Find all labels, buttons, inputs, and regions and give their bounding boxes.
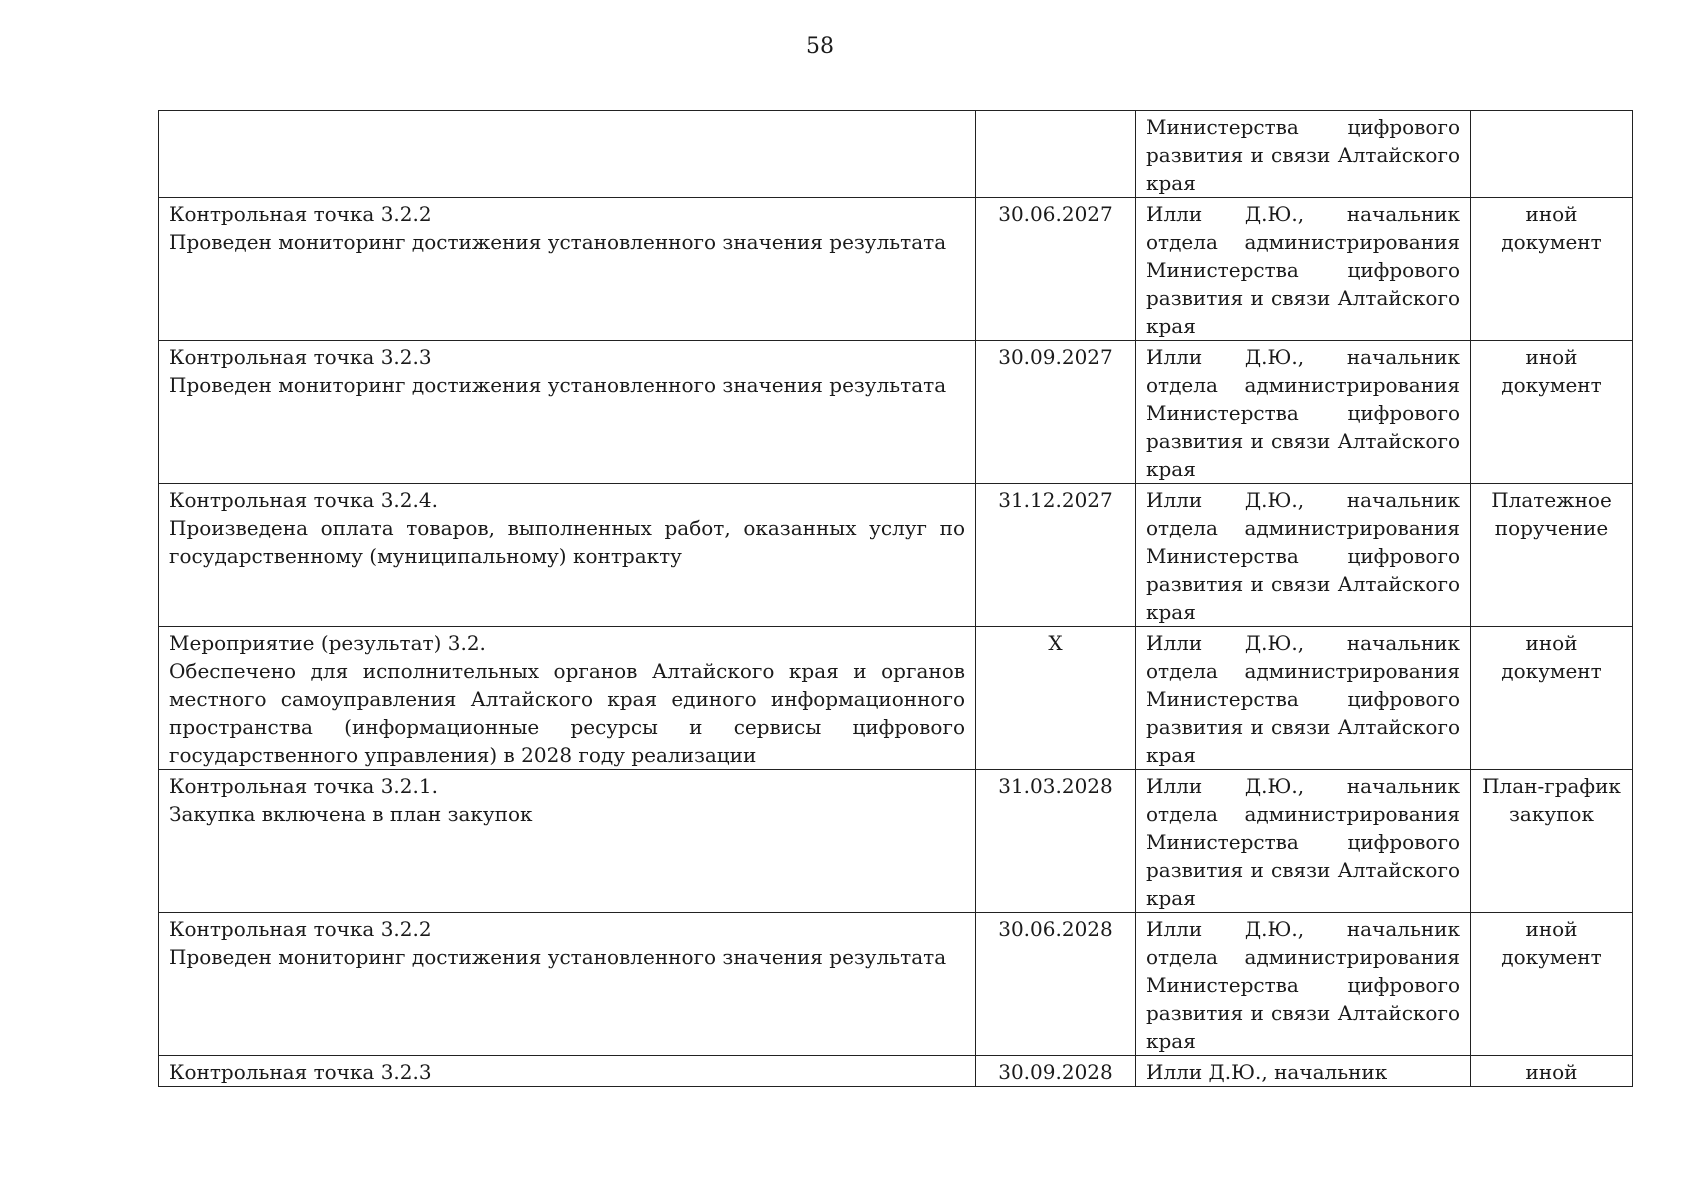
table-row bbox=[159, 341, 1633, 484]
responsible-line: края bbox=[1146, 171, 1196, 195]
table-row bbox=[159, 1056, 1633, 1087]
page-number: 58 bbox=[806, 34, 834, 59]
document-type-cell: иной bbox=[1471, 1056, 1633, 1087]
event-description: Произведена оплата товаров, выполненных работ, оказанных услуг по государственному (муниципальному) контракту bbox=[169, 516, 965, 568]
responsible-line: развития и связи Алтайского bbox=[1146, 143, 1460, 167]
responsible-line: Илли Д.Ю., начальник bbox=[1146, 917, 1460, 941]
deadline-cell: 31.12.2027 bbox=[976, 484, 1136, 627]
event-cell bbox=[159, 198, 976, 341]
responsible-cell bbox=[1136, 1056, 1471, 1087]
responsible-line: Илли Д.Ю., начальник bbox=[1146, 774, 1460, 798]
event-description: Обеспечено для исполнительных органов Алтайского края и органов местного самоуправления Алтайского края единого информационного пространства (информационные ресурсы и сервисы цифрового государственного управления) в 2028 году реализации bbox=[169, 659, 965, 767]
responsible-cell bbox=[1136, 913, 1471, 1056]
responsible-cell bbox=[1136, 770, 1471, 913]
responsible-line: отдела администрирования bbox=[1146, 659, 1460, 683]
responsible-line: Министерства цифрового bbox=[1146, 687, 1460, 711]
responsible-line: развития и связи Алтайского bbox=[1146, 1001, 1460, 1025]
event-title: Контрольная точка 3.2.3 bbox=[169, 345, 432, 369]
table-row bbox=[159, 627, 1633, 770]
responsible-line: края bbox=[1146, 886, 1196, 910]
event-cell bbox=[159, 770, 976, 913]
responsible-cell bbox=[1136, 111, 1471, 198]
responsible-line: Илли Д.Ю., начальник bbox=[1146, 631, 1460, 655]
responsible-line: отдела администрирования bbox=[1146, 516, 1460, 540]
responsible-line: Илли Д.Ю., начальник bbox=[1146, 488, 1460, 512]
responsible-line: края bbox=[1146, 1029, 1196, 1053]
responsible-line: края bbox=[1146, 743, 1196, 767]
event-cell bbox=[159, 484, 976, 627]
responsible-line: развития и связи Алтайского bbox=[1146, 429, 1460, 453]
responsible-line: Илли Д.Ю., начальник bbox=[1146, 1060, 1388, 1084]
event-title: Контрольная точка 3.2.2 bbox=[169, 202, 432, 226]
deadline-cell: 30.06.2028 bbox=[976, 913, 1136, 1056]
deadline-cell: X bbox=[976, 627, 1136, 770]
responsible-line: Илли Д.Ю., начальник bbox=[1146, 345, 1460, 369]
event-cell bbox=[159, 341, 976, 484]
responsible-cell bbox=[1136, 198, 1471, 341]
document-type-cell: иной документ bbox=[1471, 198, 1633, 341]
plan-table-body bbox=[159, 111, 1633, 1087]
responsible-line: Министерства цифрового bbox=[1146, 973, 1460, 997]
responsible-line: развития и связи Алтайского bbox=[1146, 858, 1460, 882]
deadline-cell: 30.06.2027 bbox=[976, 198, 1136, 341]
responsible-line: Министерства цифрового bbox=[1146, 401, 1460, 425]
event-description: Закупка включена в план закупок bbox=[169, 802, 533, 826]
deadline-cell: 30.09.2028 bbox=[976, 1056, 1136, 1087]
responsible-line: отдела администрирования bbox=[1146, 945, 1460, 969]
table-row bbox=[159, 770, 1633, 913]
deadline-cell bbox=[976, 111, 1136, 198]
event-cell bbox=[159, 913, 976, 1056]
document-type-cell: иной документ bbox=[1471, 913, 1633, 1056]
event-title: Мероприятие (результат) 3.2. bbox=[169, 631, 486, 655]
responsible-line: отдела администрирования bbox=[1146, 230, 1460, 254]
responsible-line: Илли Д.Ю., начальник bbox=[1146, 202, 1460, 226]
document-type-cell: Платежное поручение bbox=[1471, 484, 1633, 627]
event-cell bbox=[159, 111, 976, 198]
event-description: Проведен мониторинг достижения установленного значения результата bbox=[169, 230, 947, 254]
event-title: Контрольная точка 3.2.1. bbox=[169, 774, 438, 798]
responsible-line: отдела администрирования bbox=[1146, 373, 1460, 397]
responsible-line: развития и связи Алтайского bbox=[1146, 572, 1460, 596]
responsible-line: развития и связи Алтайского bbox=[1146, 715, 1460, 739]
plan-table bbox=[158, 110, 1633, 1087]
responsible-line: Министерства цифрового bbox=[1146, 258, 1460, 282]
event-description: Проведен мониторинг достижения установленного значения результата bbox=[169, 945, 947, 969]
responsible-cell bbox=[1136, 341, 1471, 484]
document-type-cell: План-график закупок bbox=[1471, 770, 1633, 913]
responsible-cell bbox=[1136, 484, 1471, 627]
event-description: Проведен мониторинг достижения установленного значения результата bbox=[169, 373, 947, 397]
responsible-line: отдела администрирования bbox=[1146, 802, 1460, 826]
responsible-line: края bbox=[1146, 600, 1196, 624]
table-row bbox=[159, 913, 1633, 1056]
responsible-line: Министерства цифрового bbox=[1146, 830, 1460, 854]
document-type-cell: иной документ bbox=[1471, 341, 1633, 484]
responsible-cell bbox=[1136, 627, 1471, 770]
event-title: Контрольная точка 3.2.4. bbox=[169, 488, 438, 512]
responsible-line: края bbox=[1146, 457, 1196, 481]
table-row bbox=[159, 484, 1633, 627]
deadline-cell: 30.09.2027 bbox=[976, 341, 1136, 484]
event-title: Контрольная точка 3.2.2 bbox=[169, 917, 432, 941]
responsible-line: развития и связи Алтайского bbox=[1146, 286, 1460, 310]
responsible-line: Министерства цифрового bbox=[1146, 544, 1460, 568]
responsible-line: края bbox=[1146, 314, 1196, 338]
deadline-cell: 31.03.2028 bbox=[976, 770, 1136, 913]
event-title: Контрольная точка 3.2.3 bbox=[169, 1060, 432, 1084]
table-row bbox=[159, 198, 1633, 341]
document-type-cell bbox=[1471, 111, 1633, 198]
responsible-line: Министерства цифрового bbox=[1146, 115, 1460, 139]
event-cell bbox=[159, 627, 976, 770]
document-type-cell: иной документ bbox=[1471, 627, 1633, 770]
event-cell bbox=[159, 1056, 976, 1087]
table-row bbox=[159, 111, 1633, 198]
